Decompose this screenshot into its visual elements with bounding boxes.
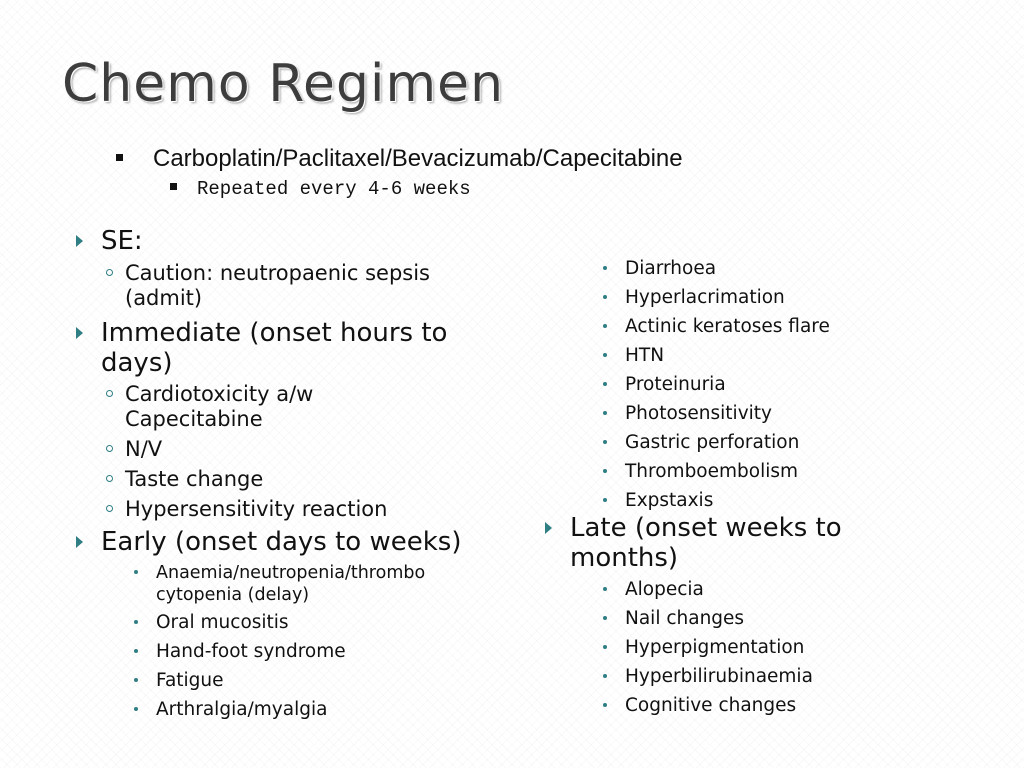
list-item: [603, 341, 925, 370]
continued-item: Expstaxis: [625, 490, 714, 511]
early-item: Arthralgia/myalgia: [156, 699, 328, 720]
early-heading-item: [76, 527, 484, 557]
list-item: [603, 312, 925, 341]
list-item: [603, 691, 925, 720]
circle-bullet-icon: [106, 445, 113, 452]
late-heading: Late (onset weeks to months): [570, 513, 842, 573]
list-item: [603, 399, 925, 428]
list-item: [603, 486, 925, 515]
circle-bullet-icon: [106, 269, 113, 276]
right-column: [545, 254, 925, 720]
late-item: Hyperbilirubinaemia: [625, 666, 813, 687]
dot-bullet-icon: [603, 266, 607, 270]
regimen-block: [116, 144, 683, 202]
dot-bullet-icon: [603, 295, 607, 299]
late-heading-item: [545, 513, 925, 573]
triangle-bullet-icon: [76, 235, 83, 247]
square-bullet-icon: [116, 154, 123, 161]
immediate-item: Cardiotoxicity a/w Capecitabine: [125, 382, 314, 431]
dot-bullet-icon: [603, 587, 607, 591]
dot-bullet-icon: [603, 382, 607, 386]
continued-item: Diarrhoea: [625, 258, 717, 279]
list-item: [603, 457, 925, 486]
list-item: [134, 695, 484, 724]
list-item: [134, 637, 484, 666]
circle-bullet-icon: [106, 505, 113, 512]
early-item: Oral mucositis: [156, 612, 289, 633]
left-column: [76, 226, 484, 724]
dot-bullet-icon: [603, 324, 607, 328]
regimen-schedule: Repeated every 4-6 weeks: [197, 178, 471, 200]
continued-item: HTN: [625, 345, 665, 366]
early-item: Fatigue: [156, 670, 224, 691]
regimen-drugs-item: [116, 144, 683, 174]
dot-bullet-icon: [603, 411, 607, 415]
list-item: [603, 428, 925, 457]
dot-bullet-icon: [134, 620, 138, 624]
triangle-bullet-icon: [76, 536, 83, 548]
continued-item: Gastric perforation: [625, 432, 800, 453]
immediate-heading: Immediate (onset hours to days): [101, 318, 448, 378]
list-item: [106, 382, 366, 432]
se-caution: Caution: neutropaenic sepsis (admit): [125, 261, 431, 310]
late-item: Hyperpigmentation: [625, 637, 805, 658]
dot-bullet-icon: [603, 616, 607, 620]
late-item: Alopecia: [625, 579, 704, 600]
list-item: [603, 254, 925, 283]
se-heading: SE:: [101, 226, 143, 256]
immediate-item: N/V: [125, 437, 163, 461]
immediate-item: Taste change: [125, 467, 264, 491]
list-item: [603, 283, 925, 312]
dot-bullet-icon: [603, 353, 607, 357]
dot-bullet-icon: [134, 649, 138, 653]
dot-bullet-icon: [603, 703, 607, 707]
late-item: Cognitive changes: [625, 695, 797, 716]
dot-bullet-icon: [134, 570, 138, 574]
dot-bullet-icon: [603, 498, 607, 502]
list-item: [106, 467, 484, 492]
dot-bullet-icon: [603, 645, 607, 649]
dot-bullet-icon: [603, 674, 607, 678]
list-item: [134, 562, 484, 606]
list-item: [603, 370, 925, 399]
dot-bullet-icon: [603, 469, 607, 473]
dot-bullet-icon: [134, 678, 138, 682]
continued-item: Proteinuria: [625, 374, 726, 395]
list-item: [106, 437, 484, 462]
early-item: Anaemia/neutropenia/thrombo cytopenia (delay): [156, 563, 426, 605]
triangle-bullet-icon: [545, 522, 552, 534]
list-item: [134, 666, 484, 695]
immediate-item: Hypersensitivity reaction: [125, 497, 388, 521]
regimen-schedule-item: [170, 176, 683, 202]
continued-item: Photosensitivity: [625, 403, 772, 424]
se-caution-item: [106, 261, 476, 311]
immediate-heading-item: [76, 318, 476, 378]
list-item: [603, 575, 925, 604]
circle-bullet-icon: [106, 475, 113, 482]
regimen-drugs: Carboplatin/Paclitaxel/Bevacizumab/Capecitabine: [153, 145, 683, 172]
late-item: Nail changes: [625, 608, 745, 629]
se-heading-item: [76, 226, 484, 256]
square-bullet-icon: [170, 183, 177, 190]
list-item: [106, 497, 484, 522]
dot-bullet-icon: [603, 440, 607, 444]
list-item: [603, 604, 925, 633]
early-heading: Early (onset days to weeks): [101, 527, 462, 557]
early-item: Hand-foot syndrome: [156, 641, 346, 662]
triangle-bullet-icon: [76, 327, 83, 339]
list-item: [603, 633, 925, 662]
circle-bullet-icon: [106, 390, 113, 397]
list-item: [603, 662, 925, 691]
continued-item: Thromboembolism: [625, 461, 799, 482]
slide-title: Chemo Regimen: [62, 54, 505, 114]
continued-item: Actinic keratoses flare: [625, 316, 830, 337]
dot-bullet-icon: [134, 707, 138, 711]
continued-item: Hyperlacrimation: [625, 287, 785, 308]
list-item: [134, 608, 484, 637]
